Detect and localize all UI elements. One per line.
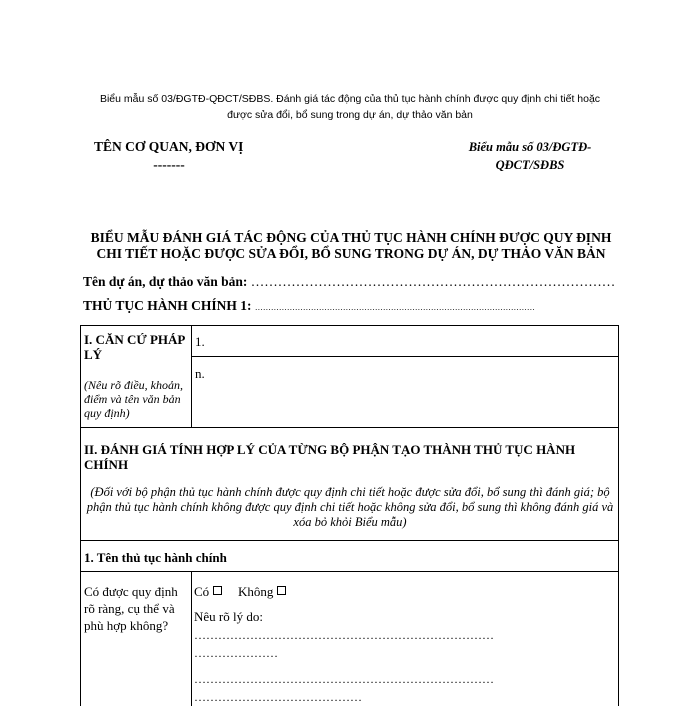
procedure-label: THỦ TỤC HÀNH CHÍNH 1: xyxy=(83,298,252,313)
section1-heading: I. CĂN CỨ PHÁP LÝ xyxy=(84,332,185,362)
section2-note: (Đối với bộ phận thủ tục hành chính được quy định chi tiết hoặc được sửa đổi, bổ sung thì đánh giá; bộ phận thủ tục hành chính không được quy định chi tiết hoặc không sửa đổi, bổ sung thì không đánh giá và xóa bỏ khỏi Biểu mẫu) xyxy=(86,485,614,529)
agency-label: TÊN CƠ QUAN, ĐƠN VỊ xyxy=(94,139,244,154)
section2-top-divider xyxy=(81,427,618,428)
answer-yes-option[interactable] xyxy=(194,584,222,599)
section1-note: (Nêu rõ điều, khoản, điểm và tên văn bản quy định) xyxy=(84,378,183,420)
page-title: BIỂU MẪU ĐÁNH GIÁ TÁC ĐỘNG CỦA THỦ TỤC HÀNH CHÍNH ĐƯỢC QUY ĐỊNH CHI TIẾT HOẶC ĐƯỢC SỬA ĐỔI, BỔ SUNG TRONG DỰ ÁN, DỰ THẢO VĂN BẢN xyxy=(90,230,612,261)
form-caption: Biểu mẫu số 03/ĐGTĐ-QĐCT/SĐBS. Đánh giá tác động của thủ tục hành chính được quy định chi tiết hoặc được sửa đổi, bổ sung trong dự án, dự thảo văn bản xyxy=(99,93,601,121)
project-name-label: Tên dự án, dự thảo văn bản: xyxy=(83,274,248,289)
item1-heading: 1. Tên thủ tục hành chính xyxy=(84,550,227,565)
section2-heading: II. ĐÁNH GIÁ TÍNH HỢP LÝ CỦA TỪNG BỘ PHẬN TẠO THÀNH THỦ TỤC HÀNH CHÍNH xyxy=(84,442,576,472)
item1-bottom-divider xyxy=(81,571,618,572)
legal-basis-row-1[interactable]: 1. xyxy=(195,334,205,349)
reason-fill-line-1[interactable]: ………………………………………………………………… xyxy=(194,628,494,642)
legal-basis-row-n[interactable]: n. xyxy=(195,366,205,381)
agency-divider: ------- xyxy=(153,157,185,172)
agency-block xyxy=(94,138,244,174)
reason-label: Nêu rõ lý do: xyxy=(194,609,263,624)
form-code: Biểu mẫu số 03/ĐGTĐ-QĐCT/SĐBS xyxy=(468,140,592,172)
answer-no-option[interactable] xyxy=(238,584,286,599)
clarity-question: Có được quy định rõ ràng, cụ thể và phù hợp không? xyxy=(84,584,178,633)
reason-fill-line-4[interactable]: …………………………………… xyxy=(194,690,362,704)
answer-no-label: Không xyxy=(238,584,274,599)
section1-row-divider xyxy=(191,356,618,357)
answer-yes-checkbox[interactable] xyxy=(213,586,222,595)
project-name-fill[interactable]: ……………………………………………………………………… xyxy=(250,274,616,289)
answer-yes-label: Có xyxy=(194,584,210,599)
answer-no-checkbox[interactable] xyxy=(277,586,286,595)
reason-fill-line-2[interactable]: ………………… xyxy=(194,646,278,660)
procedure-fill[interactable]: …………………………………………………………………………………………… xyxy=(254,303,535,312)
item1-top-divider xyxy=(81,540,618,541)
project-name-line xyxy=(83,274,623,290)
reason-fill-line-3[interactable]: ………………………………………………………………… xyxy=(194,672,494,686)
item1-column-divider xyxy=(191,571,192,706)
procedure-line xyxy=(83,298,623,314)
assessment-table xyxy=(80,325,619,706)
